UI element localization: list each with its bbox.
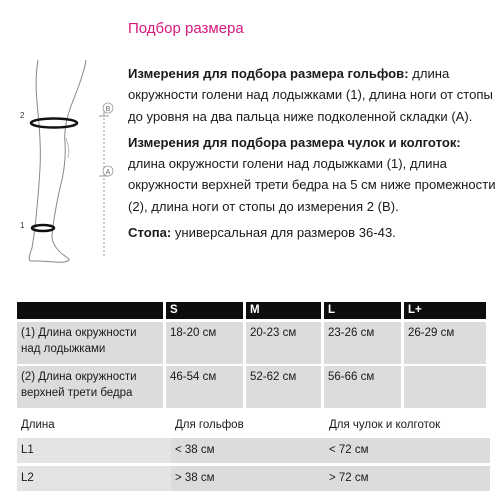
cell: 26-29 см [404,322,486,364]
paragraph-foot: Стопа: универсальная для размеров 36-43. [128,225,396,241]
cell: 18-20 см [166,322,243,364]
cell: 52-62 см [246,366,321,408]
cell: > 38 см [171,466,325,491]
length-table [17,415,490,491]
header-cell-m: M [246,302,321,319]
header-cell-length: Длина [21,419,55,431]
marker-b: B [105,106,111,113]
paragraph-stockings: Измерения для подбора размера чулок и колготок: длина окружности голени над лодыжками (1), длина окружности верхней трети бедра на 5 см ниже промежности (2), длина ноги от стопы до измерения 2 (В). [128,134,496,214]
row-label: (2) Длина окружности верхней трети бедра [17,366,163,408]
leg-measurement-illustration [8,58,128,268]
measurement-description [128,63,496,243]
cell: 56-66 см [324,366,401,408]
cell: 20-23 см [246,322,321,364]
cell: 23-26 см [324,322,401,364]
page-title: Подбор размера [128,20,244,37]
cell [404,366,486,408]
header-cell-s: S [166,302,243,319]
size-table [17,302,490,410]
paragraph-golfs: Измерения для подбора размера гольфов: длина окружности голени над лодыжками (1), длина ноги от стопы до уровня на два пальца ниже подколенной складки (А). [128,66,493,124]
header-cell-empty [17,302,163,319]
header-cell-l: L [324,302,401,319]
table-row [17,466,490,491]
table-row [17,322,490,364]
row-label: L2 [17,466,171,491]
cell: < 72 см [325,438,490,463]
header-cell-stockings: Для чулок и колготок [329,419,441,431]
marker-a: A [105,169,111,176]
cell: > 72 см [325,466,490,491]
cell: 46-54 см [166,366,243,408]
cell: < 38 см [171,438,325,463]
row-label: (1) Длина окружности над лодыжками [17,322,163,364]
table-row [17,366,490,408]
size-table-header [17,302,490,319]
table-row [17,438,490,463]
length-table-header [17,415,490,435]
header-cell-l-plus: L+ [404,302,486,319]
row-label: L1 [17,438,171,463]
marker-1: 1 [20,221,25,230]
marker-2: 2 [20,111,25,120]
header-cell-golfs: Для гольфов [175,419,244,431]
